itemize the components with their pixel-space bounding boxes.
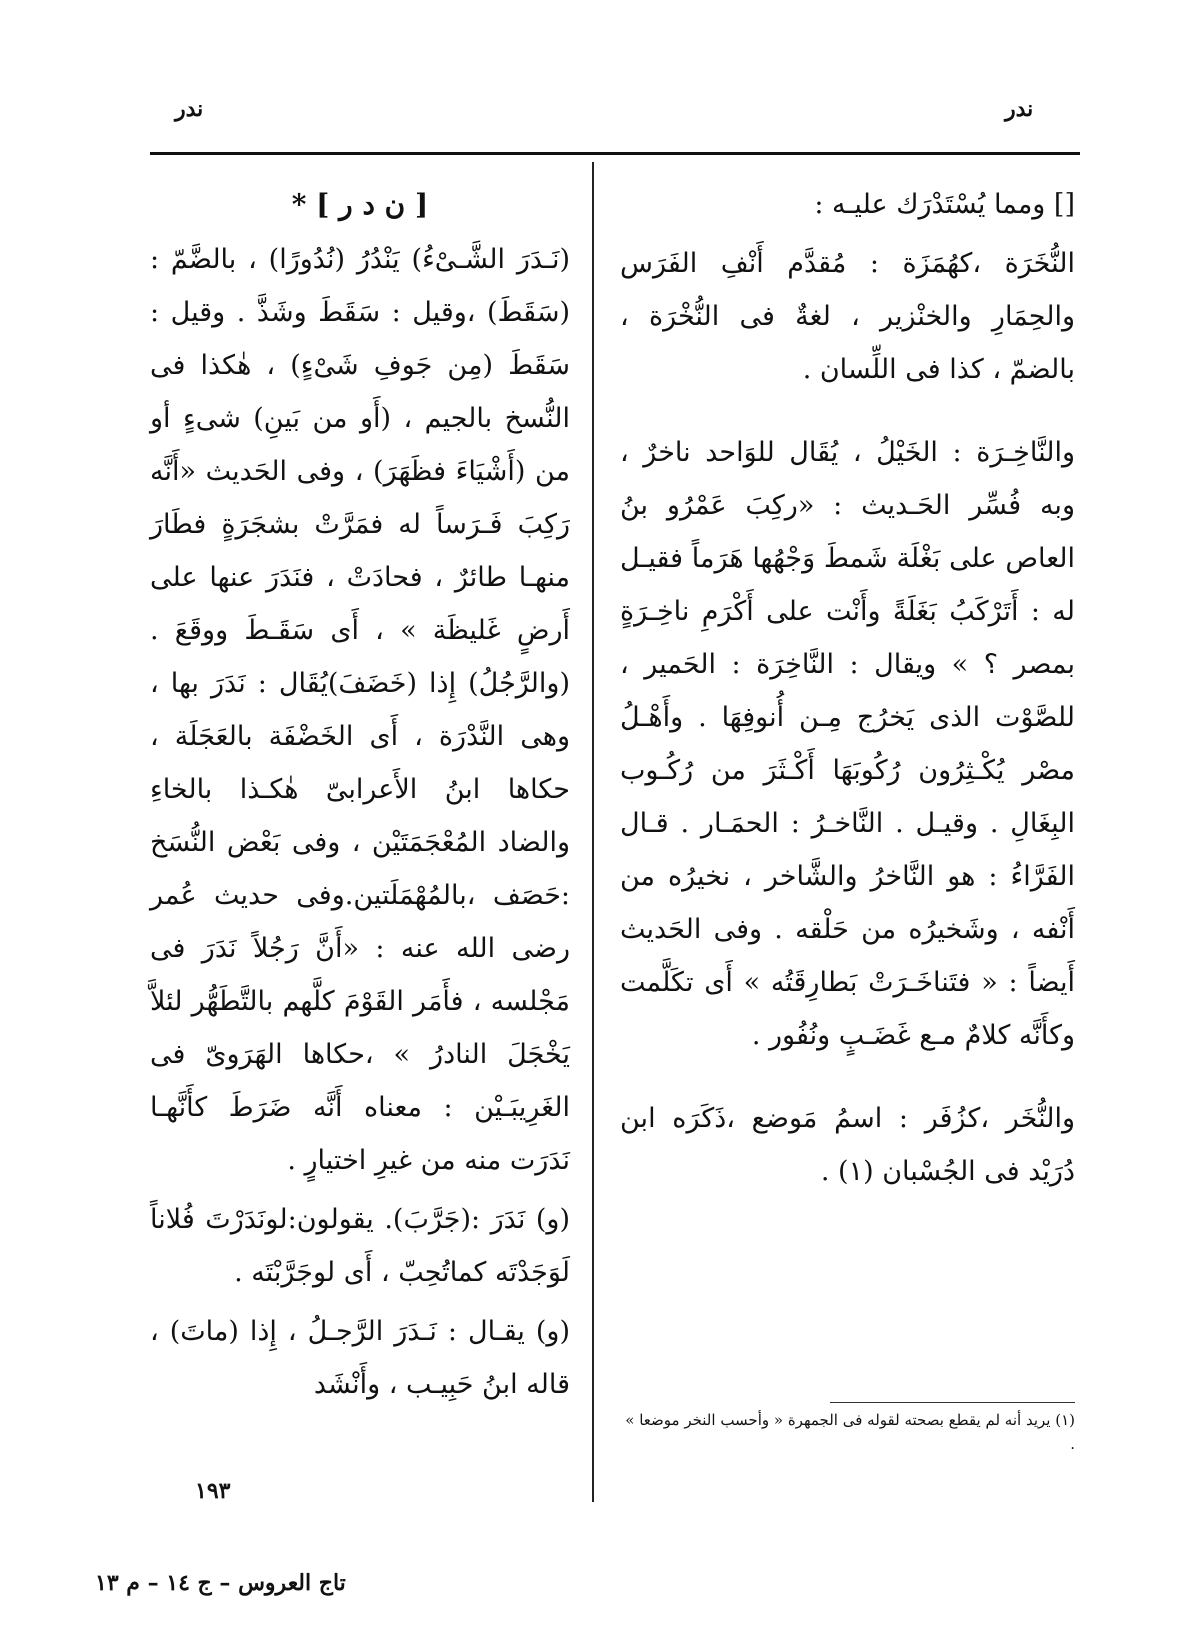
column-rule [592,162,594,1502]
paragraph-nadara-tried: (و) نَدَرَ :(جَرَّبَ). يقولون:لونَدَرْتَ فُلاناً لَوَجَدْتَه كماتُحِبّ ، أَى لوجَرَّبْتَه . [150,1204,570,1288]
page-footer: تاج العروس – ج ١٤ – م ١٣ [95,1570,346,1596]
footnote: (١) يريد أنه لم يقطع بصحته لقوله فى الجمهرة « وأحسب النخر موضعا » . [625,1411,1075,1453]
paragraph-nukhara: النُّخَرَة ،كهُمَزَة : مُقدَّم أَنْفِ الفَرَس والحِمَارِ والخنْزير ، لغةٌ فى النُّخْرَة ، بالضمّ ، كذا فى اللِّسان . [620,248,1075,385]
page-number: ١٩٣ [195,1478,231,1504]
paragraph-nadara-died: (و) يقـال : نَـدَرَ الرَّجـلُ ، إِذا (ماتَ) ، قاله ابنُ حَبِيـب ، وأَنْشَد [150,1316,570,1400]
running-header-left: ندر [175,96,204,122]
header-rule [150,152,1080,155]
entry-heading: [ ن د ر ] * [291,188,429,221]
paragraph-nadara-main: (نَـدَرَ الشَّـىْءُ) يَنْدُرُ (نُدُورًا) ، بالضَّمّ : (سَقَطَ) ،وقيل : سَقَطَ وشَذَّ . وقيل : سَقَطَ (مِن جَوفِ شَىْءٍ) ، هٰكذا فى النُّسخ بالجيم ، (أَو من بَينِ) شىءٍ أو من (أَشْيَاءَ فظَهَرَ) ، وفى الحَديث «أَنَّه رَكِبَ فَـرَساً له فمَرَّتْ بشجَرَةٍ فطَارَ منهـا طائرٌ ، فحادَتْ ، فنَدَرَ عنها على أَرضٍ غَليظَة » ، أَى سَقَـطَ ووقَعَ . (والرَّجُلُ) إِذا (خَضَفَ)يُقَال : نَدَرَ بها ، وهى النَّدْرَة ، أَى الخَضْفَة بالعَجَلَة ، حكاها ابنُ الأَعرابىّ هٰكـذا بالخاءِ والضاد المُعْجَمَتَيْن ، وفى بَعْض النُّسَخ :حَصَف ،بالمُهْمَلَتين.وفى حديث عُمر رضى الله عنه : «أَنَّ رَجُلاً نَدَرَ فى مَجْلسه ، فأَمَر القَوْمَ كلَّهم بالتَّطَهُّر لئلاَّ يَخْجَلَ النادرُ » ،حكاها الهَرَوىّ فى الغَرِيبَـيْن : معناه أَنَّه ضَرَطَ كأَنَّهـا نَدَرَت منه من غيرِ اختيارٍ . [150,244,571,1176]
running-header-right: ندر [1005,96,1034,122]
paragraph-nukhar-place: والنُّخَر ،كزُفَر : اسمُ مَوضع ،ذَكَرَه ابن دُرَيْد فى الجُسْبان (١) . [620,1103,1075,1187]
left-column [150,178,570,1417]
paragraph-nakhira: والنَّاخِـرَة : الخَيْلُ ، يُقَال للوَاحد ناخرٌ ، وبه فُسِّر الحَـديث : «ركِبَ عَمْرُو بنُ العاص على بَغْلَة شَمطَ وَجْهُها هَرَماً فقيـل له : أَتَرْكَبُ بَغَلَةً وأَنْت على أَكْرَمِ ناخِـرَةٍ بمصر ؟ » ويقال : النَّاخِرَة : الحَمير ، للصَّوْت الذى يَخرُج مِـن أُنوفِهَا . وأَهْـلُ مصْر يُكْـثِرُون رُكُوبَهَا أَكْـثَرَ من رُكُـوب البِغَالِ . وقيـل . النَّاخـرُ : الحمَـار . قـال الفَرَّاءُ : هو النَّاخرُ والشَّاخر ، نخيرُه من أَنْفه ، وشَخيرُه من حَلْقه . وفى الحَديث أَيضاً : « فتَناخَـرَتْ بَطارِقَتُه » أَى تكَلَّمت وكأَنَّه كلامٌ مـع غَضَـبٍ ونُفُور . [620,437,1075,1051]
right-column [620,178,1075,1204]
supplement-heading: [] ومما يُسْتَدْرَك عليـه : [814,189,1075,220]
footnote-rule [830,1402,1075,1403]
